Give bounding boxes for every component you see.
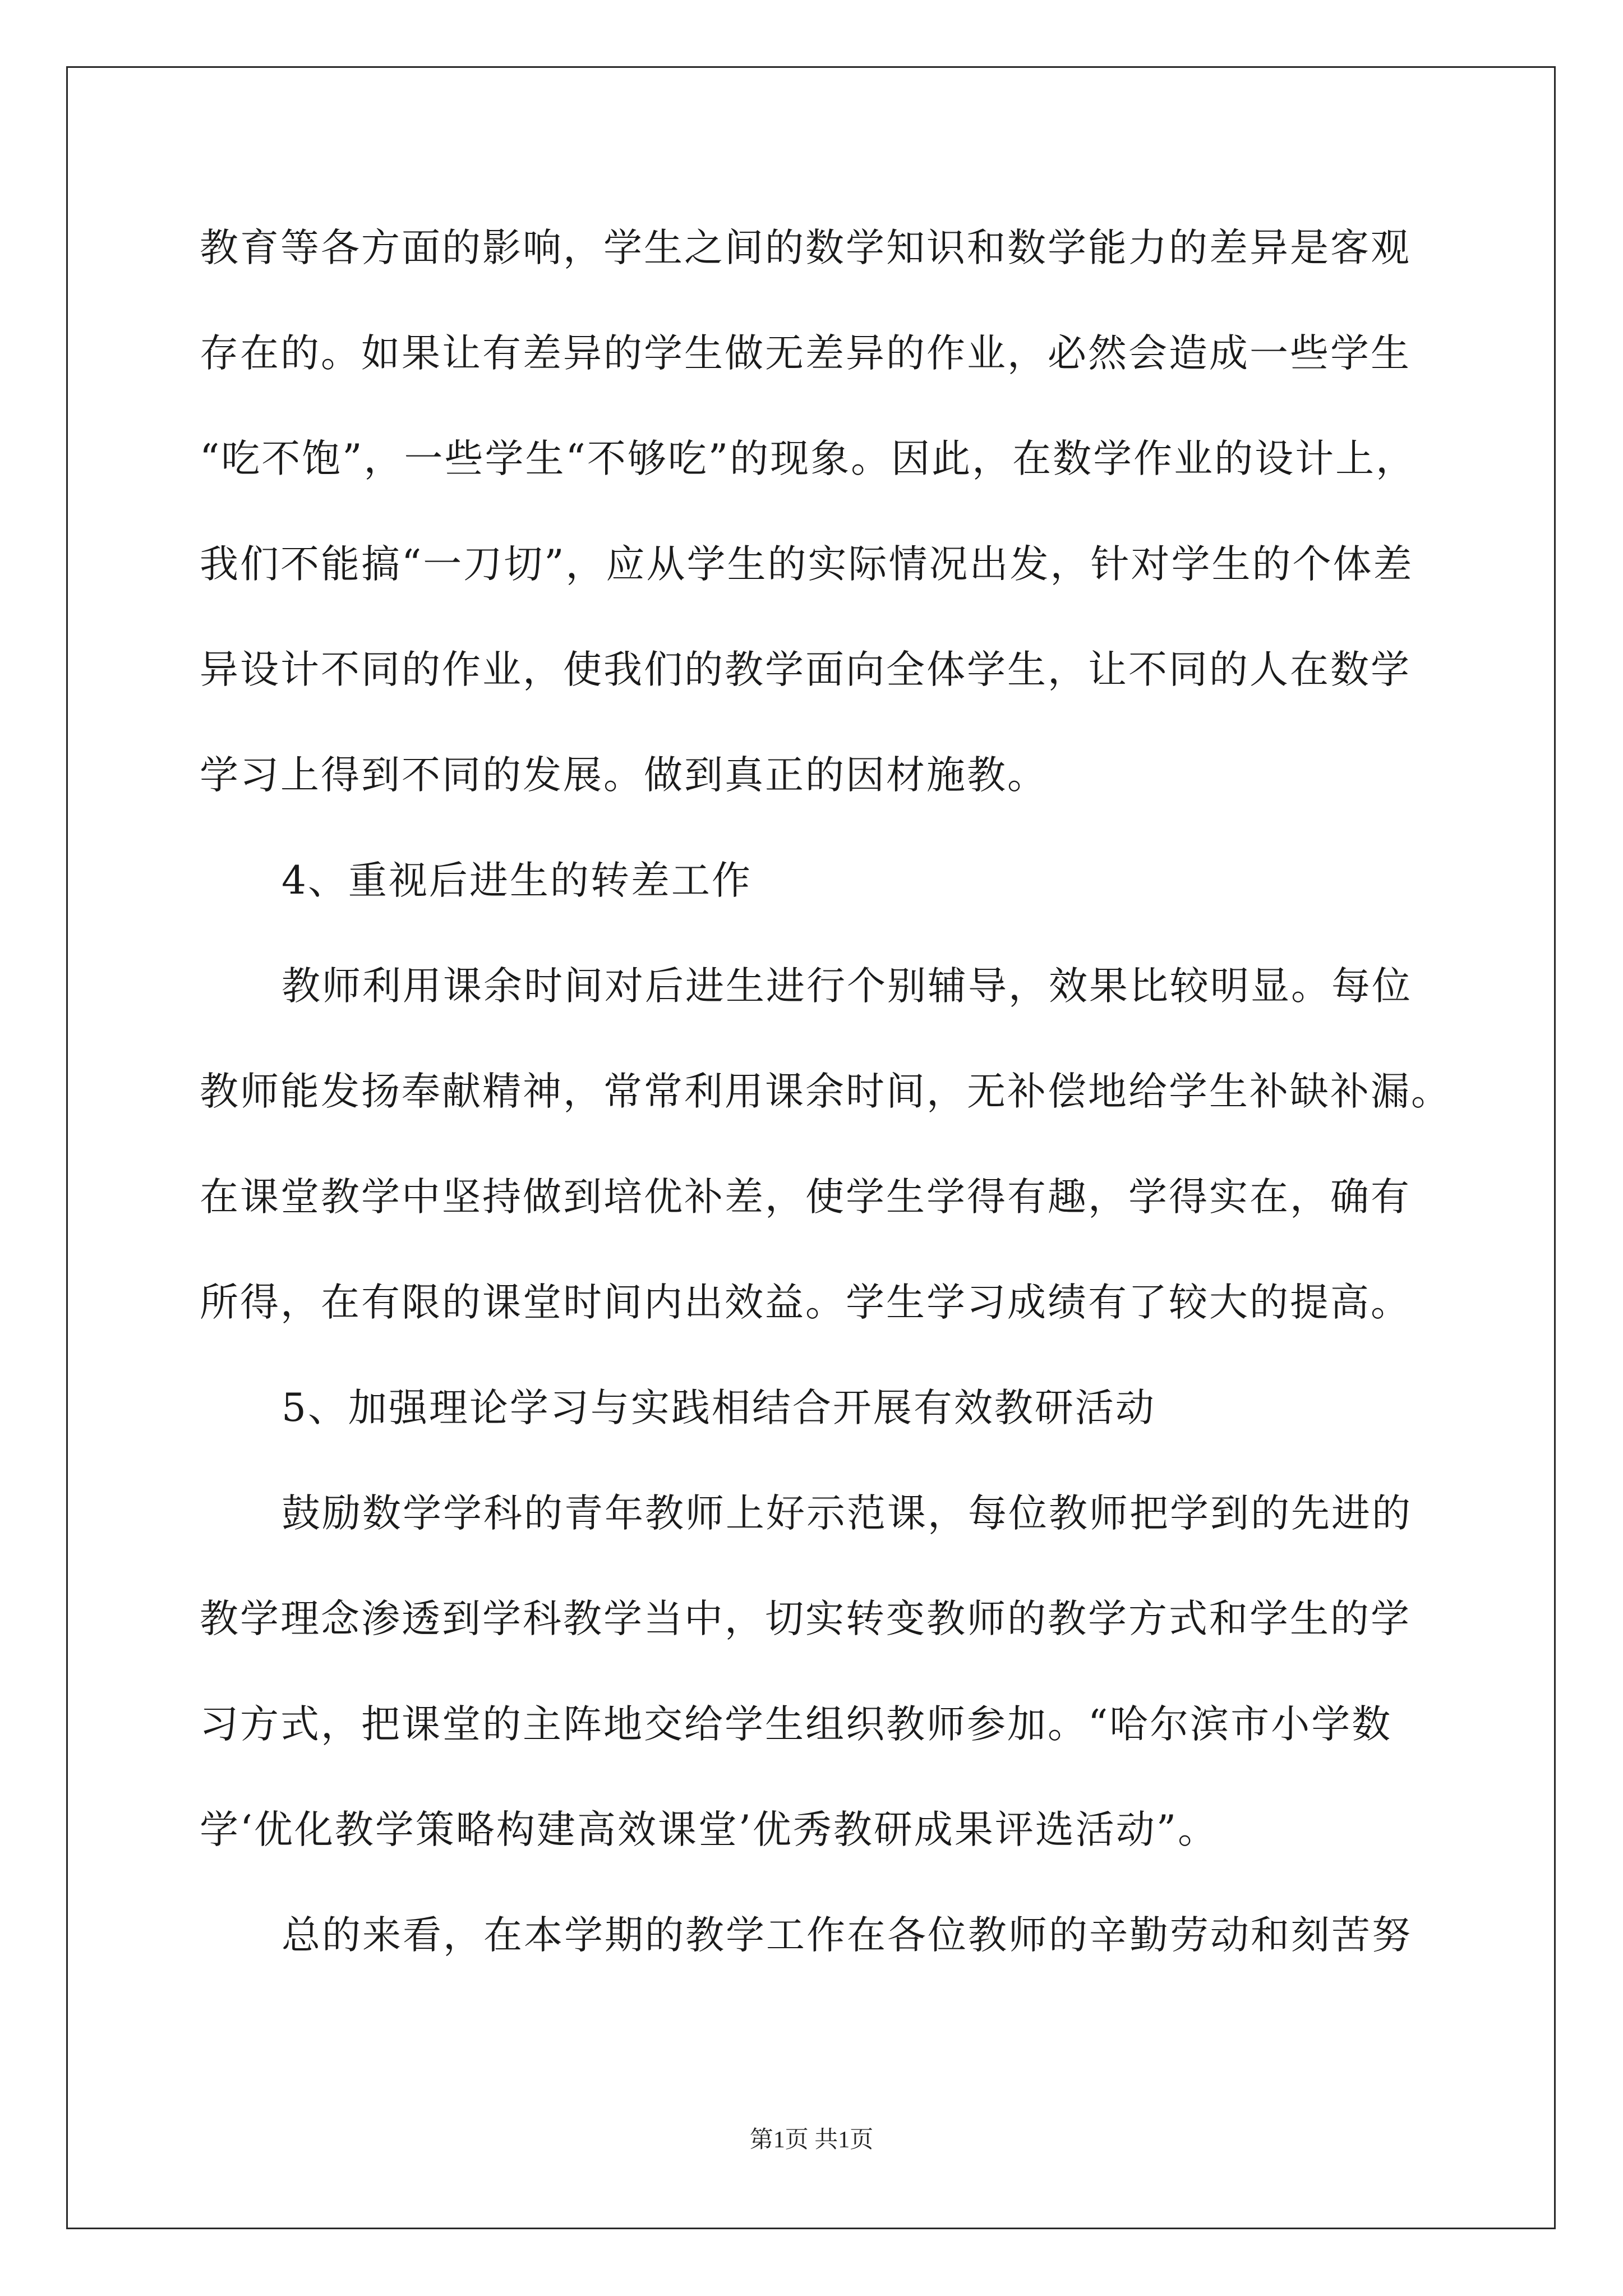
- body-line: 教育等各方面的影响，学生之间的数学知识和数学能力的差异是客观: [200, 226, 1411, 270]
- body-line: 学‘优化教学策略构建高效课堂’优秀教研成果评选活动”。: [200, 1807, 1219, 1852]
- body-line: 习方式，把课堂的主阵地交给学生组织教师参加。“哈尔滨市小学数: [200, 1702, 1393, 1747]
- body-line: “吃不饱”，一些学生“不够吃”的现象。因此，在数学作业的设计上，: [200, 436, 1417, 481]
- body-line: 所得，在有限的课堂时间内出效益。学生学习成绩有了较大的提高。: [200, 1280, 1411, 1325]
- body-line: 鼓励数学学科的青年教师上好示范课，每位教师把学到的先进的: [282, 1491, 1412, 1536]
- section-heading: 5、加强理论学习与实践相结合开展有效教研活动: [282, 1386, 1156, 1430]
- body-line: 教师利用课余时间对后进生进行个别辅导，效果比较明显。每位: [282, 964, 1412, 1009]
- body-line: 存在的。如果让有差异的学生做无差异的作业，必然会造成一些学生: [200, 331, 1411, 376]
- body-line: 在课堂教学中坚持做到培优补差，使学生学得有趣，学得实在，确有: [200, 1175, 1411, 1220]
- body-line: 教师能发扬奉献精神，常常利用课余时间，无补偿地给学生补缺补漏。: [200, 1069, 1451, 1114]
- body-line: 总的来看，在本学期的教学工作在各位教师的辛勤劳动和刻苦努: [282, 1913, 1412, 1958]
- body-line: 异设计不同的作业，使我们的教学面向全体学生，让不同的人在数学: [200, 647, 1411, 692]
- body-line: 教学理念渗透到学科教学当中，切实转变教师的教学方式和学生的学: [200, 1596, 1411, 1641]
- body-line: 学习上得到不同的发展。做到真正的因材施教。: [200, 753, 1048, 798]
- section-heading: 4、重视后进生的转差工作: [282, 858, 752, 903]
- page-frame: [66, 66, 1556, 2229]
- page-number: 第1页 共1页: [749, 2127, 874, 2153]
- body-line: 我们不能搞“一刀切”，应从学生的实际情况出发，针对学生的个体差: [200, 542, 1414, 587]
